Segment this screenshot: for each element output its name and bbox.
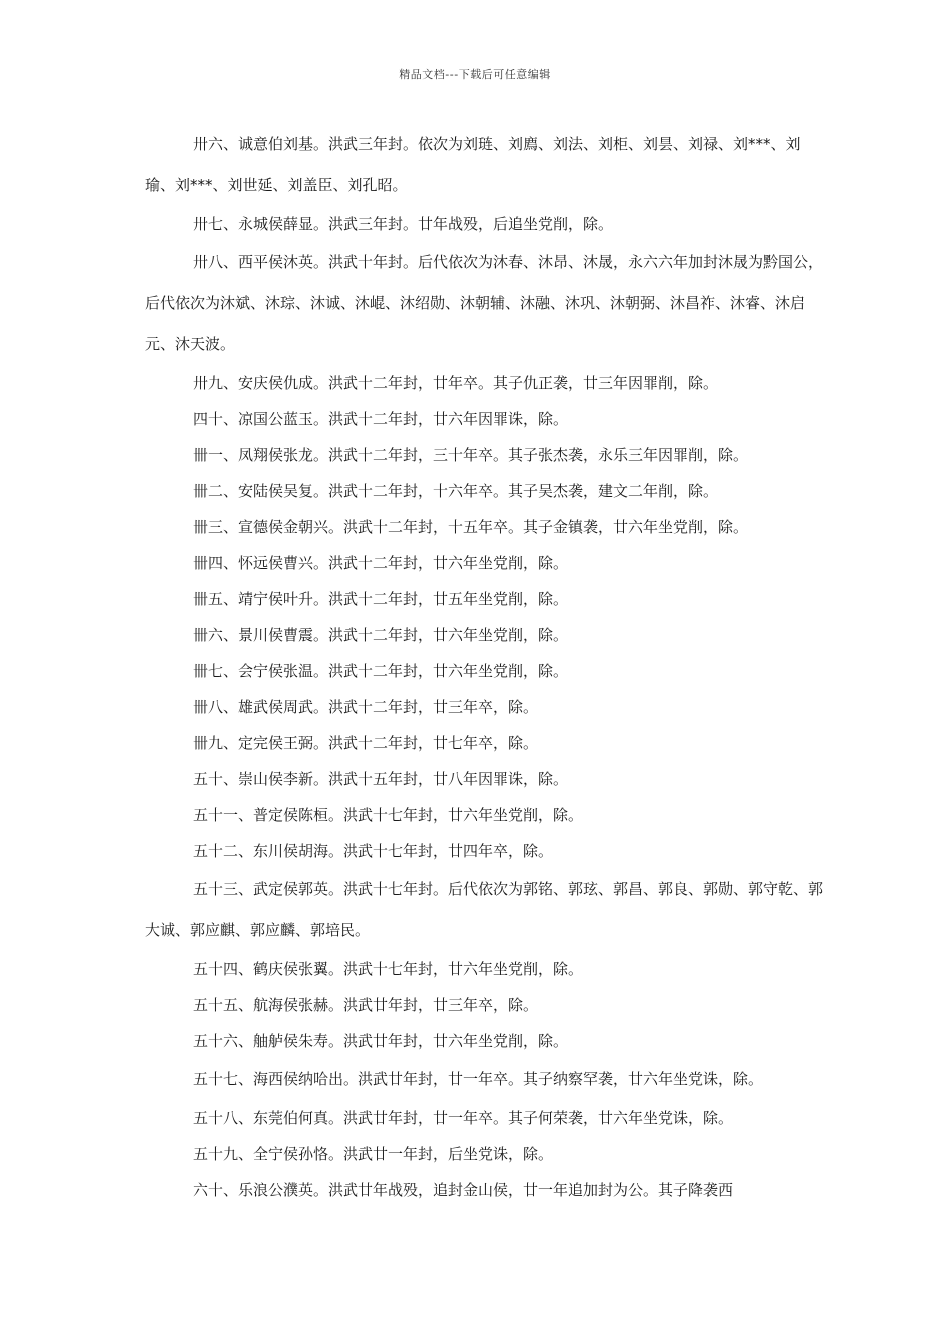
paragraph-47: 卌七、会宁侯张温。洪武十二年封，廿六年坐党削，除。 (193, 662, 569, 680)
paragraph-58: 五十八、东莞伯何真。洪武廿年封，廿一年卒。其子何荣袭，廿六年坐党诛，除。 (193, 1109, 734, 1127)
paragraph-46: 卌六、景川侯曹震。洪武十二年封，廿六年坐党削，除。 (193, 626, 569, 644)
paragraph-45: 卌五、靖宁侯叶升。洪武十二年封，廿五年坐党削，除。 (193, 590, 569, 608)
paragraph-44: 卌四、怀远侯曹兴。洪武十二年封，廿六年坐党削，除。 (193, 554, 569, 572)
page-header: 精品文档---下载后可任意编辑 (399, 68, 551, 81)
paragraph-52: 五十二、东川侯胡海。洪武十七年封，廿四年卒，除。 (193, 842, 554, 860)
paragraph-51: 五十一、普定侯陈桓。洪武十七年封，廿六年坐党削，除。 (193, 806, 584, 824)
paragraph-42: 卌二、安陆侯吴复。洪武十二年封，十六年卒。其子吴杰袭，建文二年削，除。 (193, 482, 719, 500)
paragraph-60: 六十、乐浪公濮英。洪武廿年战殁，追封金山侯，廿一年追加封为公。其子降袭西 (193, 1181, 734, 1199)
paragraph-39: 卅九、安庆侯仇成。洪武十二年封，廿年卒。其子仇正袭，廿三年因罪削，除。 (193, 374, 719, 392)
paragraph-57: 五十七、海西侯纳哈出。洪武廿年封，廿一年卒。其子纳察罕袭，廿六年坐党诛，除。 (193, 1070, 764, 1088)
paragraph-55: 五十五、航海侯张赫。洪武廿年封，廿三年卒，除。 (193, 996, 539, 1014)
paragraph-41: 卌一、凤翔侯张龙。洪武十二年封，三十年卒。其子张杰袭，永乐三年因罪削，除。 (193, 446, 749, 464)
document-body (145, 124, 825, 1208)
paragraph-49: 卌九、定完侯王弼。洪武十二年封，廿七年卒，除。 (193, 734, 539, 752)
paragraph-37: 卅七、永城侯薛显。洪武三年封。廿年战殁，后追坐党削，除。 (193, 215, 614, 233)
paragraph-48: 卌八、雄武侯周武。洪武十二年封，廿三年卒，除。 (193, 698, 539, 716)
paragraph-36: 卅六、诚意伯刘基。洪武三年封。依次为刘琏、刘廌、刘法、刘柜、刘昙、刘禄、刘***、刘瑜、刘***、刘世延、刘盖臣、刘孔昭。 (145, 135, 801, 194)
paragraph-59: 五十九、全宁侯孙恪。洪武廿一年封，后坐党诛，除。 (193, 1145, 554, 1163)
paragraph-53: 五十三、武定侯郭英。洪武十七年封。后代依次为郭铭、郭玹、郭昌、郭良、郭勋、郭守乾、郭大诚、郭应麒、郭应麟、郭培民。 (145, 880, 824, 939)
paragraph-43: 卌三、宣德侯金朝兴。洪武十二年封，十五年卒。其子金镇袭，廿六年坐党削，除。 (193, 518, 749, 536)
paragraph-56: 五十六、舳舻侯朱寿。洪武廿年封，廿六年坐党削，除。 (193, 1032, 569, 1050)
paragraph-54: 五十四、鹤庆侯张翼。洪武十七年封，廿六年坐党削，除。 (193, 960, 584, 978)
paragraph-50: 五十、崇山侯李新。洪武十五年封，廿八年因罪诛，除。 (193, 770, 569, 788)
paragraph-40: 四十、凉国公蓝玉。洪武十二年封，廿六年因罪诛，除。 (193, 410, 569, 428)
paragraph-38: 卅八、西平侯沐英。洪武十年封。后代依次为沐春、沐昂、沐晟，永六六年加封沐晟为黔国公，后代依次为沐斌、沐琮、沐诚、沐崐、沐绍勋、沐朝辅、沐融、沐巩、沐朝弼、沐昌祚、沐睿、沐启元、沐天波。 (145, 253, 824, 353)
